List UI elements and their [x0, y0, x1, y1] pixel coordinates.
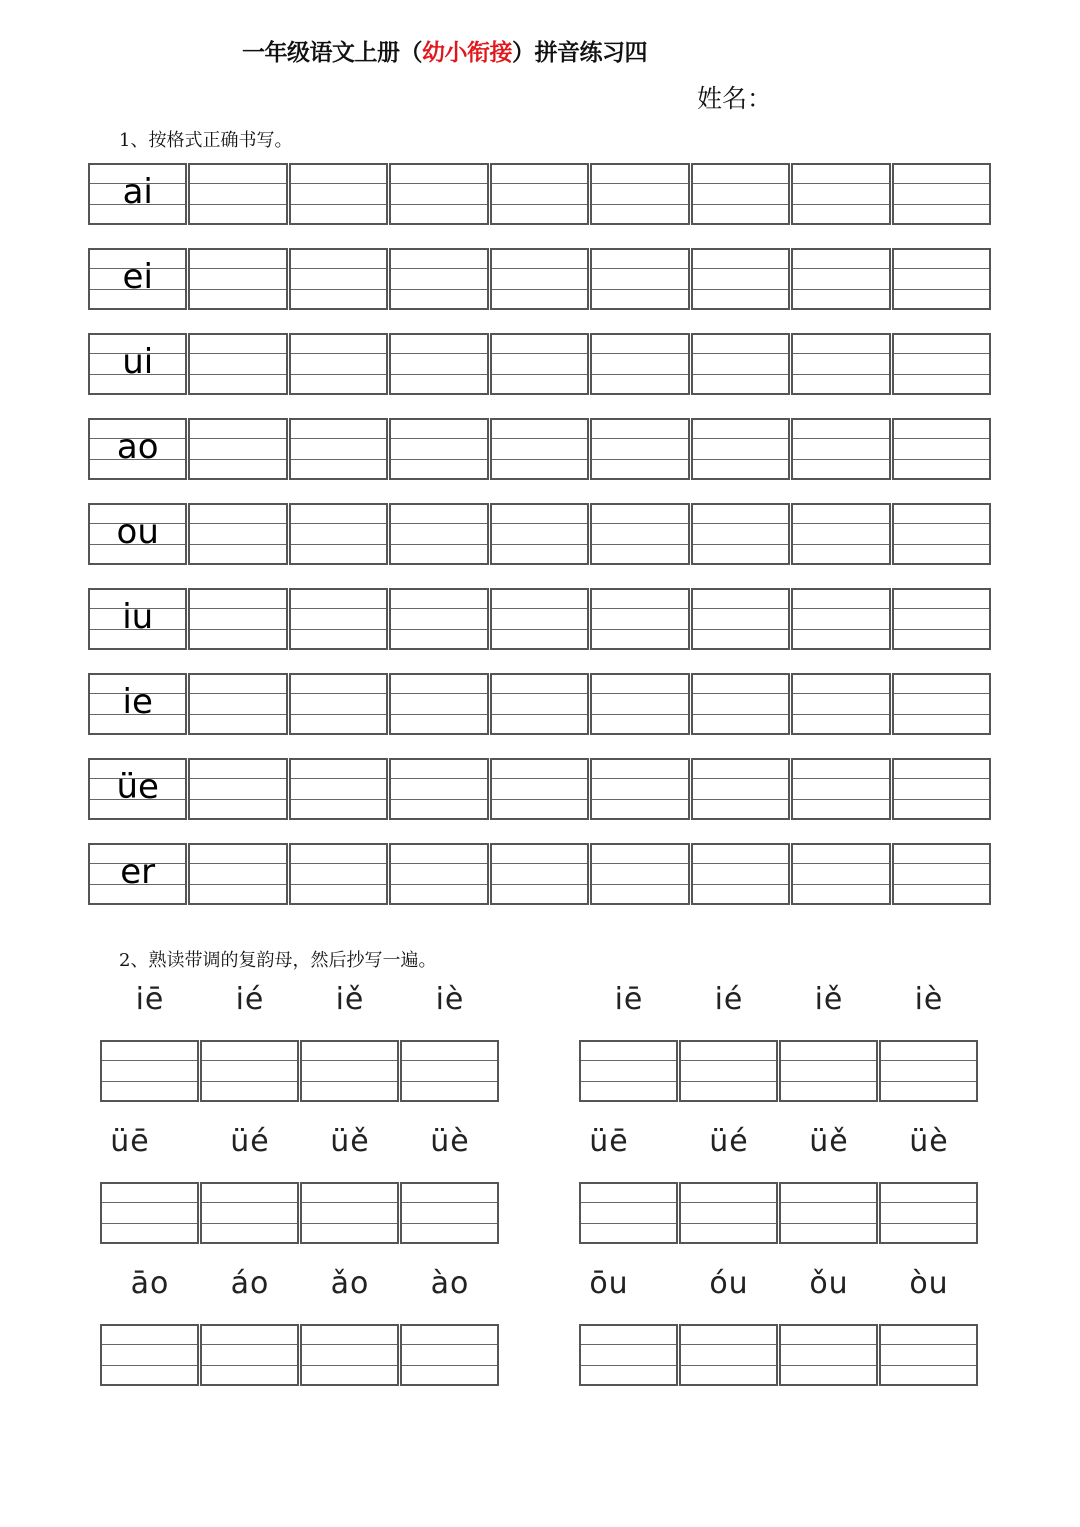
writing-cell[interactable]: [691, 418, 790, 480]
writing-cell[interactable]: [188, 758, 287, 820]
toned-final: iě: [814, 982, 844, 1017]
toned-final: ōu: [589, 1266, 629, 1301]
writing-cell[interactable]: [590, 503, 689, 565]
model-cell: [88, 163, 187, 225]
tone-line: [100, 1266, 500, 1312]
writing-cell[interactable]: [791, 503, 890, 565]
writing-cell[interactable]: [892, 843, 991, 905]
writing-cell[interactable]: [579, 1040, 678, 1102]
toned-final: ǎo: [330, 1266, 370, 1301]
toned-final: üē: [110, 1124, 150, 1159]
toned-final: üé: [230, 1124, 270, 1159]
writing-cell[interactable]: [188, 673, 287, 735]
writing-cell[interactable]: [579, 1182, 678, 1244]
section1-label: 1、按格式正确书写。: [119, 130, 293, 151]
copy-row: [579, 1182, 979, 1244]
writing-row: [88, 418, 992, 480]
model-final: ao: [116, 427, 159, 467]
tone-group: [100, 982, 500, 1102]
model-final: ie: [122, 682, 153, 722]
model-final: iu: [122, 597, 154, 637]
tone-line: [100, 1124, 500, 1170]
writing-cell[interactable]: [879, 1182, 978, 1244]
title-suffix: ）拼音练习四: [512, 40, 647, 66]
writing-cell[interactable]: [389, 673, 488, 735]
writing-cell[interactable]: [691, 758, 790, 820]
writing-cell[interactable]: [691, 248, 790, 310]
tone-group: [100, 1266, 500, 1386]
writing-cell[interactable]: [188, 418, 287, 480]
writing-cell[interactable]: [100, 1324, 199, 1386]
toned-final: iè: [435, 982, 465, 1017]
worksheet-title: [242, 34, 647, 67]
writing-cell[interactable]: [490, 758, 589, 820]
model-cell: [88, 758, 187, 820]
writing-cell[interactable]: [289, 163, 388, 225]
model-cell: [88, 418, 187, 480]
toned-final: ào: [430, 1266, 470, 1301]
writing-cell[interactable]: [188, 503, 287, 565]
writing-cell[interactable]: [691, 503, 790, 565]
model-final: er: [120, 852, 156, 892]
model-cell: [88, 248, 187, 310]
writing-cell[interactable]: [200, 1182, 299, 1244]
writing-cell[interactable]: [389, 248, 488, 310]
writing-cell[interactable]: [791, 163, 890, 225]
writing-cell[interactable]: [490, 503, 589, 565]
writing-cell[interactable]: [892, 588, 991, 650]
writing-cell[interactable]: [691, 588, 790, 650]
toned-final: iě: [335, 982, 365, 1017]
writing-row: [88, 843, 992, 905]
writing-row: [88, 248, 992, 310]
toned-final: óu: [709, 1266, 749, 1301]
toned-final: āo: [130, 1266, 170, 1301]
writing-cell[interactable]: [490, 418, 589, 480]
writing-cell[interactable]: [400, 1182, 499, 1244]
writing-cell[interactable]: [892, 503, 991, 565]
model-final: ai: [122, 172, 153, 212]
toned-final: iē: [135, 982, 165, 1017]
model-final: ui: [122, 342, 154, 382]
tone-group: [579, 1266, 979, 1386]
writing-cell[interactable]: [590, 843, 689, 905]
writing-cell[interactable]: [389, 163, 488, 225]
writing-cell[interactable]: [289, 673, 388, 735]
writing-row: [88, 758, 992, 820]
model-cell: [88, 588, 187, 650]
writing-cell[interactable]: [300, 1040, 399, 1102]
writing-cell[interactable]: [289, 248, 388, 310]
model-final: ou: [116, 512, 159, 552]
writing-cell[interactable]: [691, 673, 790, 735]
writing-cell[interactable]: [590, 333, 689, 395]
model-final: ei: [122, 257, 153, 297]
writing-cell[interactable]: [892, 248, 991, 310]
writing-cell[interactable]: [892, 163, 991, 225]
writing-cell[interactable]: [400, 1040, 499, 1102]
writing-cell[interactable]: [289, 758, 388, 820]
writing-row: [88, 503, 992, 565]
tone-line: [579, 1266, 979, 1312]
writing-cell[interactable]: [590, 418, 689, 480]
writing-cell[interactable]: [389, 758, 488, 820]
writing-cell[interactable]: [791, 248, 890, 310]
writing-row: [88, 588, 992, 650]
writing-cell[interactable]: [892, 333, 991, 395]
writing-cell[interactable]: [300, 1182, 399, 1244]
toned-final: üè: [430, 1124, 470, 1159]
writing-cell[interactable]: [791, 758, 890, 820]
writing-row: [88, 333, 992, 395]
writing-cell[interactable]: [389, 588, 488, 650]
writing-cell[interactable]: [289, 588, 388, 650]
writing-cell[interactable]: [100, 1182, 199, 1244]
tone-group: [579, 982, 979, 1102]
tone-line: [579, 1124, 979, 1170]
writing-cell[interactable]: [892, 673, 991, 735]
writing-cell[interactable]: [691, 843, 790, 905]
writing-cell[interactable]: [590, 673, 689, 735]
writing-cell[interactable]: [289, 843, 388, 905]
writing-cell[interactable]: [791, 333, 890, 395]
model-cell: [88, 503, 187, 565]
tone-group: [100, 1124, 500, 1244]
copy-row: [579, 1324, 979, 1386]
copy-row: [100, 1182, 500, 1244]
copy-row: [100, 1040, 500, 1102]
writing-cell[interactable]: [579, 1324, 678, 1386]
toned-final: ǒu: [809, 1266, 849, 1301]
writing-cell[interactable]: [490, 843, 589, 905]
writing-cell[interactable]: [791, 843, 890, 905]
writing-cell[interactable]: [791, 588, 890, 650]
writing-cell[interactable]: [691, 333, 790, 395]
toned-final: üě: [330, 1124, 370, 1159]
toned-final: òu: [909, 1266, 949, 1301]
copy-row: [100, 1324, 500, 1386]
writing-cell[interactable]: [590, 163, 689, 225]
writing-cell[interactable]: [590, 588, 689, 650]
writing-row: [88, 673, 992, 735]
writing-cell[interactable]: [188, 248, 287, 310]
writing-cell[interactable]: [892, 758, 991, 820]
writing-cell[interactable]: [779, 1040, 878, 1102]
writing-cell[interactable]: [490, 333, 589, 395]
toned-final: üē: [589, 1124, 629, 1159]
writing-cell[interactable]: [490, 673, 589, 735]
title-prefix: 一年级语文上册（: [242, 40, 422, 66]
writing-cell[interactable]: [100, 1040, 199, 1102]
tone-line: [100, 982, 500, 1028]
model-cell: [88, 333, 187, 395]
writing-cell[interactable]: [289, 333, 388, 395]
writing-cell[interactable]: [879, 1324, 978, 1386]
writing-cell[interactable]: [389, 503, 488, 565]
writing-cell[interactable]: [200, 1324, 299, 1386]
tone-line: [579, 982, 979, 1028]
writing-cell[interactable]: [679, 1324, 778, 1386]
toned-final: ié: [714, 982, 744, 1017]
model-cell: [88, 843, 187, 905]
writing-cell[interactable]: [300, 1324, 399, 1386]
toned-final: üé: [709, 1124, 749, 1159]
writing-cell[interactable]: [490, 248, 589, 310]
writing-cell[interactable]: [791, 418, 890, 480]
writing-cell[interactable]: [691, 163, 790, 225]
model-cell: [88, 673, 187, 735]
name-field-label[interactable]: 姓名：: [697, 84, 773, 113]
writing-cell[interactable]: [590, 758, 689, 820]
toned-final: ié: [235, 982, 265, 1017]
writing-cell[interactable]: [188, 163, 287, 225]
section2-label: 2、熟读带调的复韵母，然后抄写一遍。: [119, 950, 437, 971]
writing-cell[interactable]: [879, 1040, 978, 1102]
writing-cell[interactable]: [200, 1040, 299, 1102]
writing-cell[interactable]: [389, 333, 488, 395]
writing-cell[interactable]: [779, 1182, 878, 1244]
writing-cell[interactable]: [289, 503, 388, 565]
tone-group: [579, 1124, 979, 1244]
toned-final: áo: [230, 1266, 270, 1301]
writing-row: [88, 163, 992, 225]
toned-final: iè: [914, 982, 944, 1017]
writing-cell[interactable]: [892, 418, 991, 480]
model-final: üe: [116, 767, 159, 807]
writing-cell[interactable]: [490, 588, 589, 650]
writing-cell[interactable]: [590, 248, 689, 310]
writing-cell[interactable]: [389, 843, 488, 905]
writing-grid: [88, 163, 992, 928]
toned-final: iē: [614, 982, 644, 1017]
toned-final: üè: [909, 1124, 949, 1159]
writing-cell[interactable]: [779, 1324, 878, 1386]
writing-cell[interactable]: [400, 1324, 499, 1386]
writing-cell[interactable]: [490, 163, 589, 225]
writing-cell[interactable]: [679, 1040, 778, 1102]
writing-cell[interactable]: [679, 1182, 778, 1244]
toned-final: üě: [809, 1124, 849, 1159]
writing-cell[interactable]: [791, 673, 890, 735]
writing-cell[interactable]: [188, 843, 287, 905]
writing-cell[interactable]: [289, 418, 388, 480]
writing-cell[interactable]: [188, 333, 287, 395]
writing-cell[interactable]: [389, 418, 488, 480]
writing-cell[interactable]: [188, 588, 287, 650]
copy-row: [579, 1040, 979, 1102]
title-highlight: 幼小衔接: [422, 40, 512, 66]
